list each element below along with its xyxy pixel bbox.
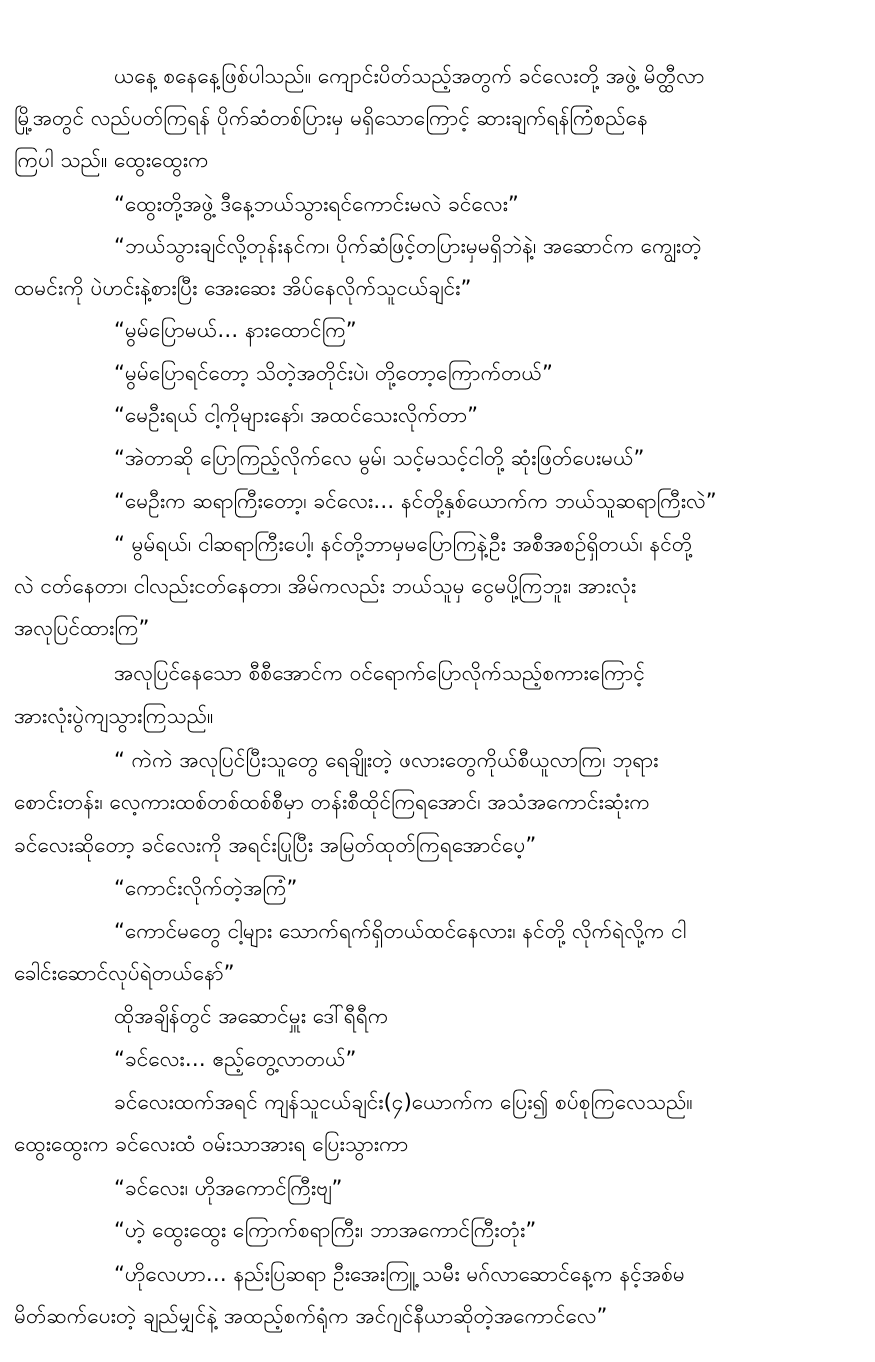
text-line: လဲ ငတ်နေတာ၊ ငါလည်းငတ်နေတာ၊ အိမ်ကလည်း ဘယ်သူမှ ငွေမပို့ကြဘူး၊ အားလုံး	[14, 574, 637, 598]
text-line: “မေဦးက ဆရာကြီးတော့၊ ခင်လေး… နင်တို့နှစ်ယောက်က ဘယ်သူဆရာကြီးလဲ”	[114, 489, 717, 513]
text-line: “ဘယ်သွားချင်လို့တုန်းနင်က၊ ပိုက်ဆံဖြင့်တပြားမှမရှိဘဲနဲ့၊ အဆောင်က ကျွေးတဲ့	[114, 234, 702, 258]
text-line: “မွမ်ပြောရင်တော့ သိတဲ့အတိုင်းပဲ၊ တို့တော့ကြောက်တယ်”	[114, 361, 553, 385]
text-line: စောင်းတန်း၊ လေ့ကားထစ်တစ်ထစ်စီမှာ တန်းစီထိုင်ကြရအောင်၊ အသံအကောင်းဆုံးက	[14, 790, 650, 814]
text-line: “ဟိုလေဟာ… နည်းပြဆရာ ဦးအေးကြူ့ သမီး မဂ်လာဆောင်နေ့က နင့်အစ်မ	[114, 1262, 685, 1286]
text-line: ခင်လေးထက်အရင် ကျန်သူငယ်ချင်း(၄)ယောက်က ပြေး၍ စပ်စုကြလေသည်။	[114, 1090, 693, 1114]
text-line: “ မွမ်ရယ်၊ ငါဆရာကြီးပေါ့၊ နင်တို့ဘာမှမပြောကြနဲ့ဦး အစီအစဉ်ရှိတယ်၊ နင်တို့	[114, 532, 693, 556]
text-line: ထိုအချိန်တွင် အဆောင်မှူး ဒေါ်ရီရီက	[114, 1004, 389, 1028]
text-line: “အဲတာဆို ပြောကြည့်လိုက်လေ မွမ်၊ သင့်မသင့်ငါတို့ ဆုံးဖြတ်ပေးမယ်”	[114, 446, 645, 470]
text-line: “ဟဲ့ ထွေးထွေး ကြောက်စရာကြီး၊ ဘာအကောင်ကြီးတုံး”	[114, 1218, 537, 1242]
text-line: “ကောင်မတွေ ငါ့များ သောက်ရက်ရှိတယ်ထင်နေလား၊ နင်တို့ လိုက်ရဲလို့က ငါ	[114, 919, 687, 943]
text-line: ယနေ့ စနေနေ့ဖြစ်ပါသည်။ ကျောင်းပိတ်သည့်အတွက် ခင်လေးတို့ အဖွဲ့ မိတ္ထီလာ	[114, 64, 705, 88]
text-line: အလုပြင်ထားကြ”	[14, 616, 150, 640]
text-line: မြို့အတွင် လည်ပတ်ကြရန် ပိုက်ဆံတစ်ပြားမှ မရှိသောကြောင့် ဆားချက်ရန်ကြံစည်နေ	[14, 106, 648, 130]
text-line: “ ကဲကဲ အလုပြင်ပြီးသူတွေ ရေချိုးတဲ့ ဖလားတွေကိုယ်စီယူလာကြ၊ ဘုရား	[114, 748, 659, 772]
text-line: “ထွေးတို့အဖွဲ့ ဒီနေ့ဘယ်သွားရင်ကောင်းမလဲ ခင်လေး”	[114, 192, 519, 216]
text-line: “ခင်လေး… ဧည့်တွေ့လာတယ်”	[114, 1047, 357, 1071]
text-line: ခေါင်းဆောင်လုပ်ရဲတယ်နော်”	[14, 961, 235, 985]
text-line: “မွမ်ပြောမယ်… နားထောင်ကြ”	[114, 318, 357, 342]
text-line: “ခင်လေး၊ ဟိုအကောင်ကြီးဗျ”	[114, 1176, 343, 1200]
text-line: အလုပြင်နေသော စီစီအောင်က ဝင်ရောက်ပြောလိုက်သည့်စကားကြောင့်	[114, 661, 645, 685]
text-line: “မေဦးရယ် ငါ့ကိုများနော်၊ အထင်သေးလိုက်တာ”	[114, 403, 479, 427]
text-line: ကြပါ သည်။ ထွေးထွေးက	[14, 148, 209, 172]
text-line: ထွေးထွေးက ခင်လေးထံ ဝမ်းသာအားရ ပြေးသွားကာ	[14, 1132, 409, 1156]
text-line: မိတ်ဆက်ပေးတဲ့ ချည်မျှင်နဲ့ အထည့်စက်ရုံက အင်ဂျင်နီယာဆိုတဲ့အကောင်လေ”	[14, 1304, 608, 1328]
text-line: ခင်လေးဆိုတော့ ခင်လေးကို အရင်းပြုပြီး အမြတ်ထုတ်ကြရအောင်ပေ့”	[14, 833, 537, 857]
text-line: “ကောင်းလိုက်တဲ့အကြံ”	[114, 876, 298, 900]
text-line: ထမင်းကို ပဲဟင်းနဲ့စားပြီး အေးဆေး အိပ်နေလိုက်သူငယ်ချင်း”	[14, 276, 472, 300]
text-line: အားလုံးပွဲကျသွားကြသည်။	[14, 704, 214, 728]
